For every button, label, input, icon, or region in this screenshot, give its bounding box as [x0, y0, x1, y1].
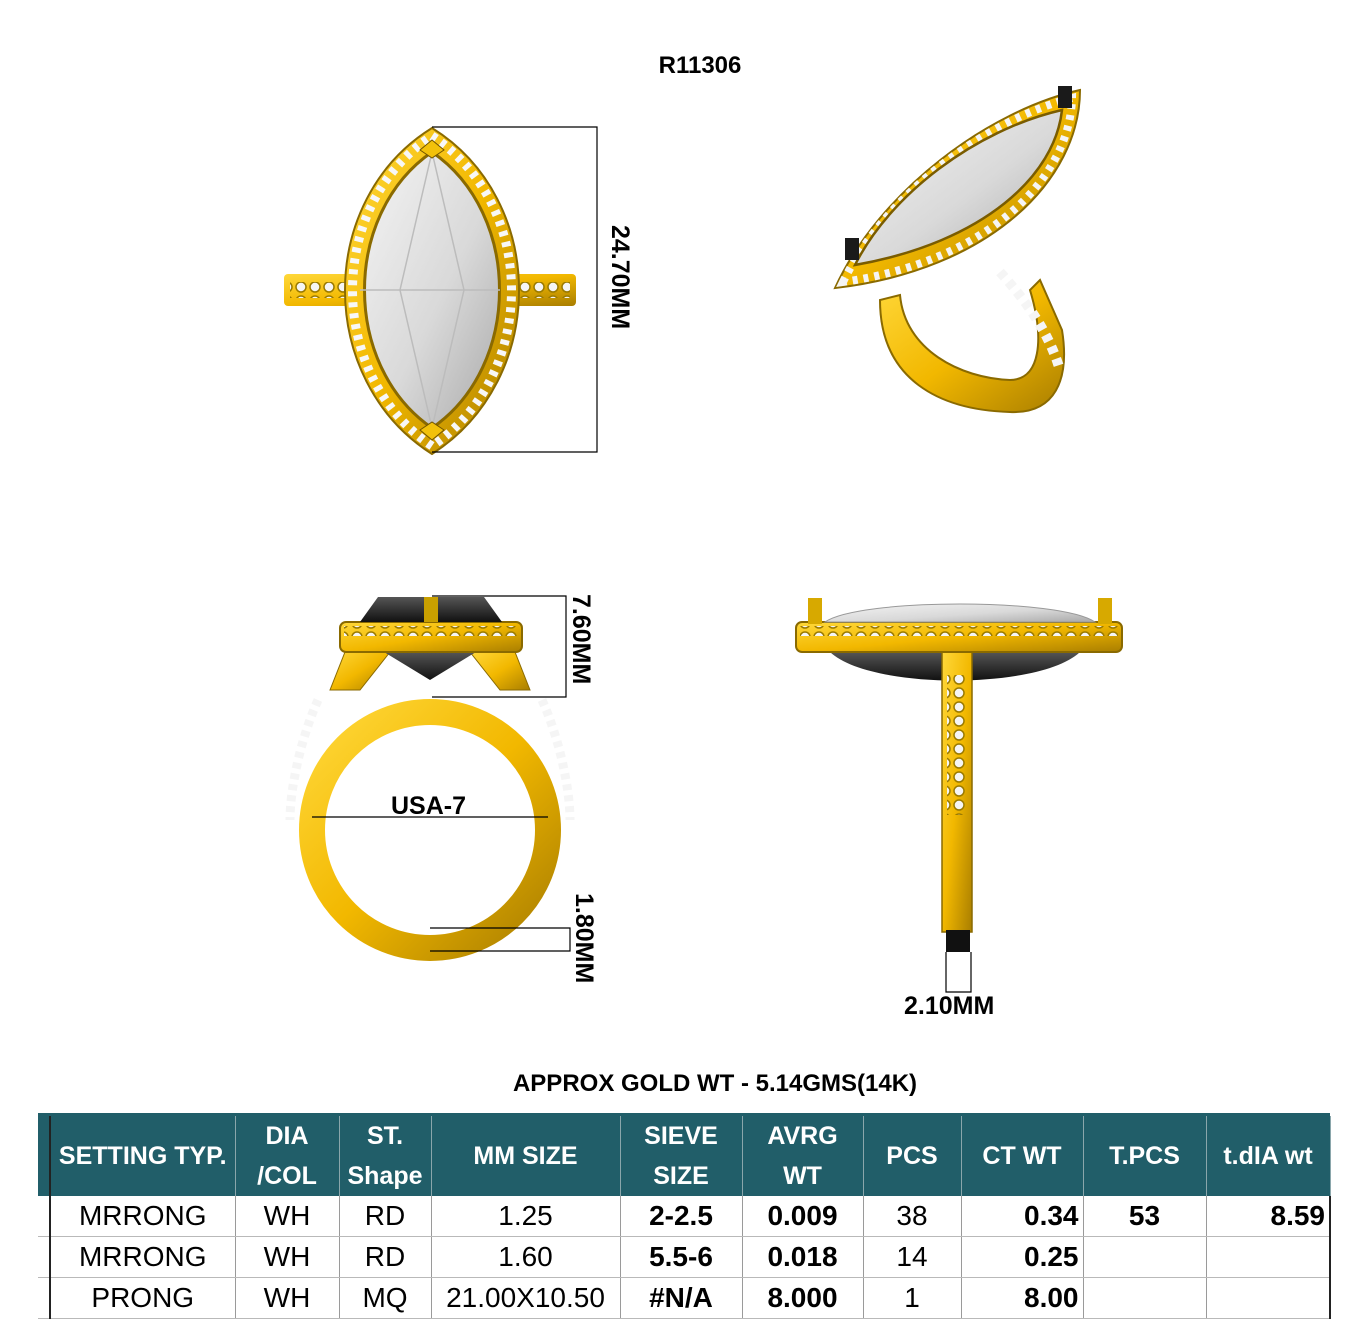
cell-col: WH	[235, 1237, 339, 1278]
cell-sieve: 2-2.5	[620, 1196, 742, 1237]
cell-setting: MRRONG	[50, 1196, 235, 1237]
length-dimension: 24.70MM	[606, 225, 634, 330]
table-row	[38, 1278, 1330, 1319]
perspective-view	[835, 86, 1080, 412]
cell-setting: MRRONG	[50, 1237, 235, 1278]
cell-ct: 8.00	[961, 1278, 1083, 1319]
cell-pcs: 38	[863, 1196, 961, 1237]
cell-shape: RD	[339, 1196, 431, 1237]
cell-setting: PRONG	[50, 1278, 235, 1319]
table-row	[38, 1196, 1330, 1237]
header-pcs: PCS	[863, 1116, 961, 1196]
cell-shape: RD	[339, 1237, 431, 1278]
header-spacer	[38, 1116, 50, 1196]
cell-avrg: 0.018	[742, 1237, 863, 1278]
ring-size-label: USA-7	[391, 792, 467, 820]
cell-avrg: 0.009	[742, 1196, 863, 1237]
thickness-dimension: 1.80MM	[570, 893, 598, 984]
cell-mm: 1.60	[431, 1237, 620, 1278]
header-t-pcs: T.PCS	[1083, 1116, 1206, 1196]
cell-sieve: 5.5-6	[620, 1237, 742, 1278]
cell-avrg: 8.000	[742, 1278, 863, 1319]
header-setting: SETTING TYP.	[50, 1116, 235, 1196]
side-view	[290, 597, 570, 948]
end-view	[796, 598, 1122, 952]
top-view	[284, 128, 576, 454]
cell-tdia	[1206, 1278, 1330, 1319]
shank-ring	[312, 712, 548, 948]
height-dimension: 7.60MM	[567, 594, 595, 685]
cell-tdia	[1206, 1237, 1330, 1278]
cell-col: WH	[235, 1196, 339, 1237]
cell-col: WH	[235, 1278, 339, 1319]
cell-sieve: #N/A	[620, 1278, 742, 1319]
width-dimension: 2.10MM	[904, 992, 995, 1020]
header-dia-col: DIA /COL	[235, 1116, 339, 1196]
design-code: R11306	[658, 52, 742, 79]
header-ct-wt: CT WT	[961, 1116, 1083, 1196]
table-row	[38, 1237, 1330, 1278]
header-t-dia-wt: t.dIA wt	[1206, 1116, 1330, 1196]
stone-spec-table	[38, 1116, 1331, 1319]
cell-pcs: 1	[863, 1278, 961, 1319]
header-shape: ST. Shape	[339, 1116, 431, 1196]
cell-tdia: 8.59	[1206, 1196, 1330, 1237]
cell-ct: 0.25	[961, 1237, 1083, 1278]
width-dimension-lines	[946, 952, 971, 992]
cell-mm: 21.00X10.50	[431, 1278, 620, 1319]
header-avrg-wt: AVRG WT	[742, 1116, 863, 1196]
cell-tpcs	[1083, 1278, 1206, 1319]
gold-weight: APPROX GOLD WT - 5.14GMS(14K)	[512, 1070, 918, 1097]
cell-tpcs: 53	[1083, 1196, 1206, 1237]
cell-mm: 1.25	[431, 1196, 620, 1237]
header-sieve-size: SIEVE SIZE	[620, 1116, 742, 1196]
header-mm-size: MM SIZE	[431, 1116, 620, 1196]
cell-ct: 0.34	[961, 1196, 1083, 1237]
cell-shape: MQ	[339, 1278, 431, 1319]
cell-tpcs	[1083, 1237, 1206, 1278]
table-header-row	[38, 1116, 1330, 1196]
cell-pcs: 14	[863, 1237, 961, 1278]
